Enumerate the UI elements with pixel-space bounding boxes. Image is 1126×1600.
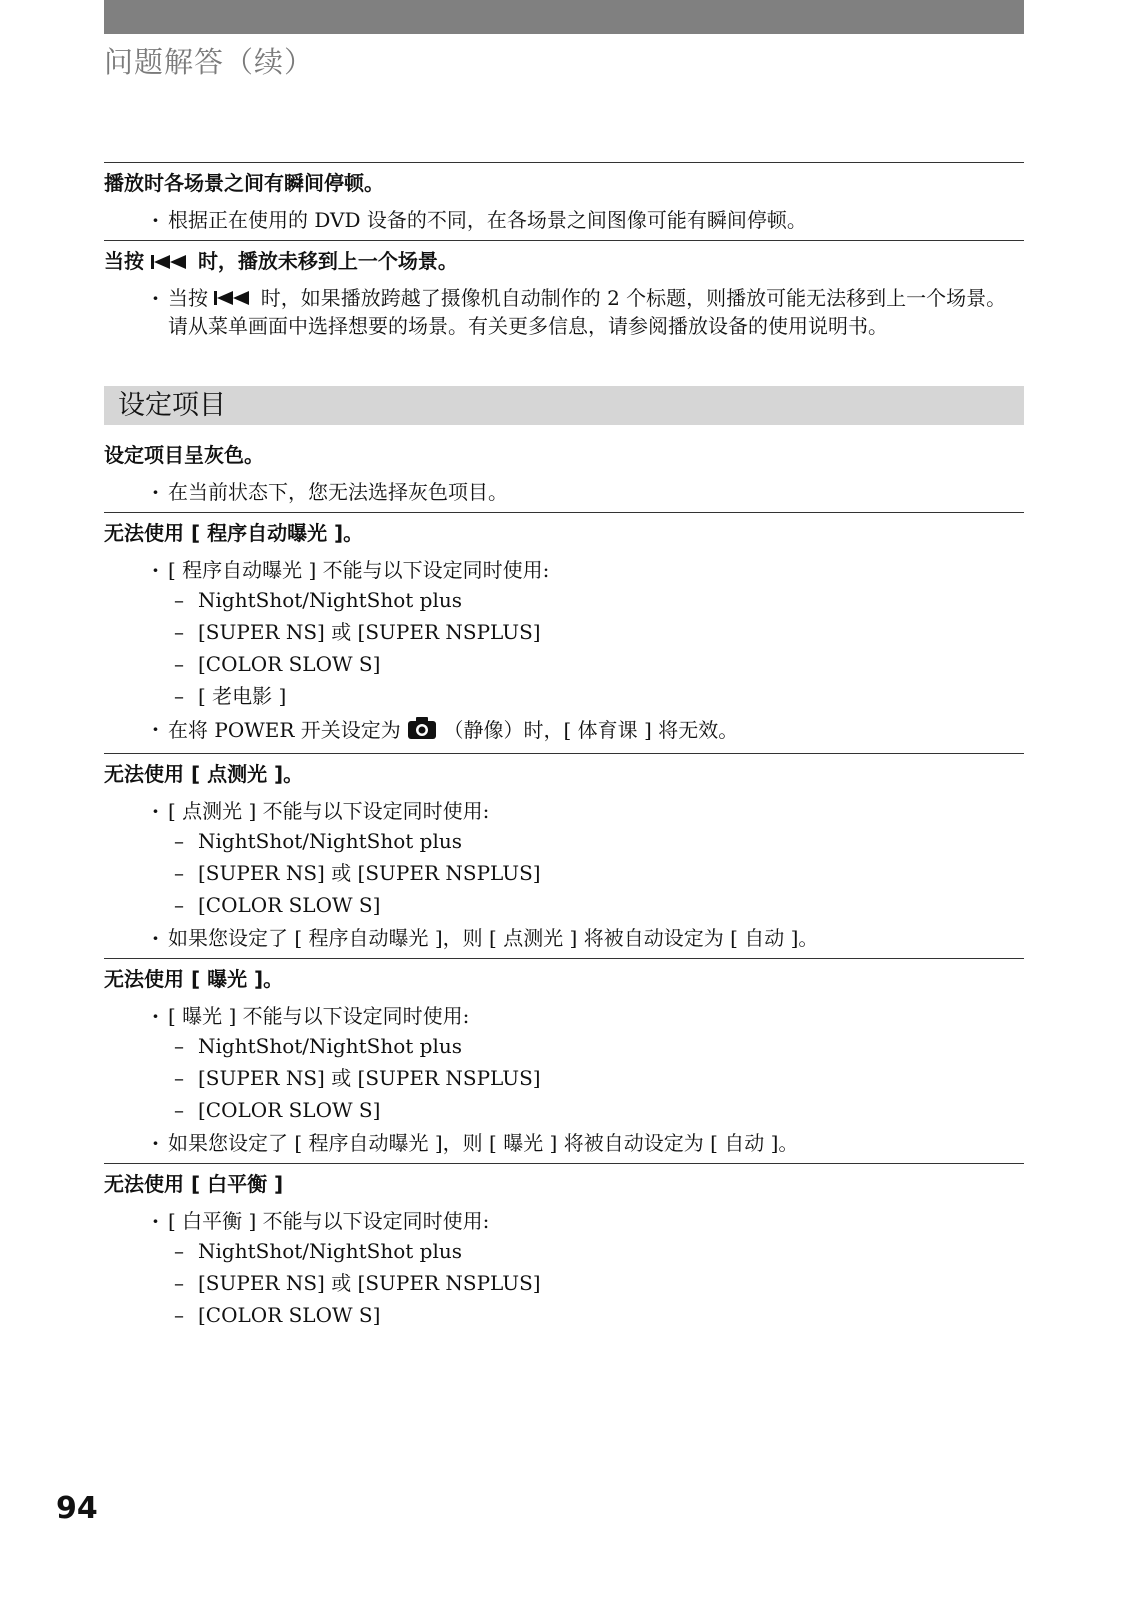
answer-text-suffix: （静像）时，[ 体育课 ] 将无效。: [443, 718, 739, 742]
question-title: 无法使用 [ 白平衡 ]: [104, 1172, 284, 1196]
answer-list: [104, 798, 1024, 958]
answer-text-prefix: 在将 POWER 开关设定为: [168, 718, 401, 742]
page-content: [104, 162, 1024, 1337]
sub-item: – [SUPER NS] 或 [SUPER NSPLUS]: [152, 616, 1024, 648]
sub-item: – [SUPER NS] 或 [SUPER NSPLUS]: [152, 1267, 1024, 1299]
camera-icon: [407, 716, 437, 747]
question-title: [104, 241, 1024, 281]
answer-list: [104, 1208, 1024, 1337]
question-title: 无法使用 [ 点测光 ]。: [104, 762, 304, 786]
answer-item: · [ 曝光 ] 不能与以下设定同时使用:: [152, 1003, 1024, 1030]
answer-item: [152, 716, 1024, 747]
sub-item: – [COLOR SLOW S]: [152, 1299, 1024, 1331]
answer-item: · 在当前状态下，您无法选择灰色项目。: [152, 479, 1024, 506]
sub-item: – [ 老电影 ]: [152, 680, 1024, 712]
answer-list: [104, 285, 1024, 346]
sub-item: – [SUPER NS] 或 [SUPER NSPLUS]: [152, 857, 1024, 889]
sub-item: – NightShot/NightShot plus: [152, 1235, 1024, 1267]
sub-item: – NightShot/NightShot plus: [152, 1030, 1024, 1062]
question-title-prefix: 当按: [104, 249, 144, 273]
question-title-suffix: 时，播放未移到上一个场景。: [197, 249, 458, 273]
answer-item: · [ 程序自动曝光 ] 不能与以下设定同时使用:: [152, 557, 1024, 584]
header-bar: [104, 0, 1024, 34]
previous-track-icon: [151, 251, 191, 275]
answer-list: [104, 557, 1024, 753]
previous-track-icon: [214, 286, 254, 313]
section-heading: 设定项目: [104, 386, 1024, 425]
sub-item: – [COLOR SLOW S]: [152, 648, 1024, 680]
sub-item: – [COLOR SLOW S]: [152, 1094, 1024, 1126]
answer-item: · [ 白平衡 ] 不能与以下设定同时使用:: [152, 1208, 1024, 1235]
question-title: 无法使用 [ 曝光 ]。: [104, 967, 284, 991]
answer-item: · [ 点测光 ] 不能与以下设定同时使用:: [152, 798, 1024, 825]
answer-item: · 根据正在使用的 DVD 设备的不同，在各场景之间图像可能有瞬间停顿。: [152, 207, 1024, 234]
page-header-title: 问题解答（续）: [104, 45, 315, 79]
answer-list: [104, 1003, 1024, 1163]
question-title: 设定项目呈灰色。: [104, 443, 264, 467]
answer-item: [152, 285, 1024, 340]
question-title: 播放时各场景之间有瞬间停顿。: [104, 171, 384, 195]
sub-item: – [COLOR SLOW S]: [152, 889, 1024, 921]
sub-item: – NightShot/NightShot plus: [152, 825, 1024, 857]
answer-item: · 如果您设定了 [ 程序自动曝光 ]，则 [ 曝光 ] 将被自动设定为 [ 自动 ]。: [152, 1130, 1024, 1157]
sub-item: – NightShot/NightShot plus: [152, 584, 1024, 616]
sub-item: – [SUPER NS] 或 [SUPER NSPLUS]: [152, 1062, 1024, 1094]
answer-text-suffix: 时，如果播放跨越了摄像机自动制作的 2 个标题，则播放可能无法移到上一个场景。请从菜单画面中选择想要的场景。有关更多信息，请参阅播放设备的使用说明书。: [168, 286, 1007, 338]
answer-text-prefix: 当按: [168, 286, 208, 310]
answer-list: [104, 479, 1024, 512]
answer-list: [104, 207, 1024, 240]
answer-item: · 如果您设定了 [ 程序自动曝光 ]，则 [ 点测光 ] 将被自动设定为 [ 自动 ]。: [152, 925, 1024, 952]
question-title: 无法使用 [ 程序自动曝光 ]。: [104, 521, 364, 545]
page-number: 94: [56, 1491, 98, 1526]
